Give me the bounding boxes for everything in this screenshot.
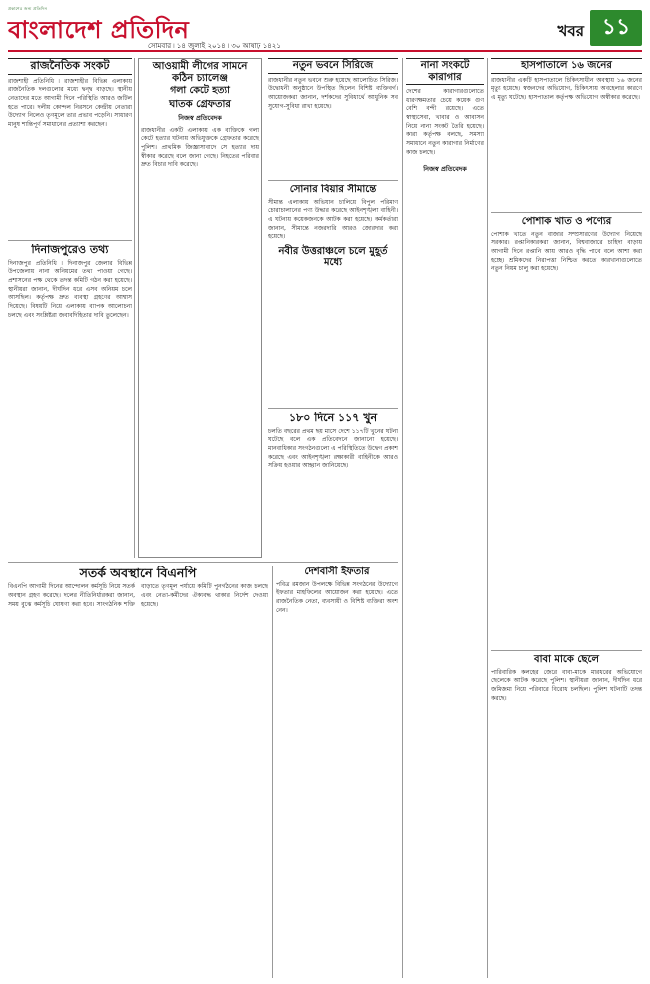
page-number-badge: ১১ bbox=[590, 10, 642, 46]
sub-headline: নবীর উত্তরাঞ্চলে চলে মুহূর্ত মধ্যে bbox=[278, 245, 388, 269]
headline: সতর্ক অবস্থানে বিএনপি bbox=[79, 566, 197, 580]
article-border bbox=[268, 184, 398, 404]
article-awamileague bbox=[138, 58, 262, 558]
article-rajshahi bbox=[8, 58, 132, 236]
subhead: ঘাতক গ্রেফতার bbox=[169, 99, 231, 110]
article-body: পোশাক খাতে নতুন বাজার সম্প্রসারণের উদ্যোগ নিয়েছে সরকার। রপ্তানিকারকরা জানান, বিশ্ববাজারে চাহিদা বাড়ায় আগামী দিনে রপ্তানি আয় আরও বৃদ্ধি পাবে বলে আশা করা হচ্ছে। শ্রমিকদের নিরাপত্তা নিশ্চিত করতে কারখানাগুলোতে নতুন নিয়ম চালু করা হয়েছে। bbox=[491, 230, 642, 273]
divider bbox=[8, 240, 132, 241]
article-jute bbox=[491, 216, 642, 646]
article-dinajpur bbox=[8, 244, 132, 544]
article-body: রাজধানীর একটি হাসপাতালে চিকিৎসাধীন অবস্থায় ১৬ জনের মৃত্যু হয়েছে। স্বজনদের অভিযোগ, চিকিৎসায় অবহেলার কারণে এ মৃত্যু ঘটেছে। হাসপাতাল কর্তৃপক্ষ অভিযোগ অস্বীকার করেছে। bbox=[491, 76, 642, 101]
footer-byline: নিজস্ব প্রতিবেদক bbox=[423, 164, 467, 173]
kicker: গলা কেটে হত্যা bbox=[170, 85, 230, 96]
divider bbox=[487, 58, 488, 978]
section-title: খবর bbox=[557, 22, 584, 40]
article-body: বিএনপি আগামী দিনের আন্দোলন কর্মসূচি নিয়ে সতর্ক অবস্থান গ্রহণ করেছে। দলের নীতিনির্ধারকরা জানান, সময় বুঝে কর্মসূচি ঘোষণা করা হবে। সাংগঠনিক শক্তি বাড়াতে তৃণমূল পর্যায়ে কমিটি পুনর্গঠনের কাজ চলছে এবং নেতা-কর্মীদের ঐক্যবদ্ধ থাকার নির্দেশ দেওয়া হয়েছে। bbox=[8, 583, 268, 608]
article-body: চলতি বছরের প্রথম ছয় মাসে দেশে ১১৭টি খুনের ঘটনা ঘটেছে বলে এক প্রতিবেদনে জানানো হয়েছে। মানবাধিকার সংগঠনগুলো এ পরিস্থিতিতে উদ্বেগ প্রকাশ করেছে এবং আইনশৃঙ্খলা রক্ষাকারী বাহিনীকে আরও সক্রিয় হওয়ার আহ্বান জানিয়েছে। bbox=[268, 427, 398, 470]
article-body: রাজশাহী প্রতিনিধি ৷ রাজশাহীর বিভিন্ন এলাকায় রাজনৈতিক দলগুলোর মধ্যে দ্বন্দ্ব বাড়ছে। স্থানীয় নেতাদের মতে আগামী দিনে পরিস্থিতি আরও জটিল হতে পারে। দলীয় কোন্দল নিরসনে কেন্দ্রীয় নেতারা উদ্যোগ নিলেও তৃণমূলে তার প্রভাব পড়েনি। সাধারণ মানুষ শান্তিপূর্ণ সমাধানের প্রত্যাশা করছেন। bbox=[8, 77, 132, 129]
newspaper-logo: বাংলাদেশ প্রতিদিন bbox=[8, 15, 190, 44]
article-body: রাজধানীর নতুন ভবনে শুরু হয়েছে আলোচিত সিরিজ। উদ্বোধনী অনুষ্ঠানে উপস্থিত ছিলেন বিশিষ্ট ব্যক্তিবর্গ। আয়োজকরা জানান, দর্শকদের সুবিধার্থে আধুনিক সব সুযোগ-সুবিধা রাখা হয়েছে। bbox=[268, 76, 398, 110]
headline: নানা সংকটে কারাগার bbox=[406, 58, 484, 85]
divider bbox=[402, 58, 403, 978]
headline: সোনার বিয়ার সীমান্তে bbox=[289, 184, 377, 195]
divider bbox=[268, 180, 398, 181]
headline: বাবা মাকে ছেলে bbox=[534, 654, 599, 665]
divider bbox=[8, 562, 398, 563]
divider bbox=[272, 566, 273, 978]
article-body: দিনাজপুর প্রতিনিধি ৷ দিনাজপুর জেলার বিভিন্ন উপজেলায় নানা অনিয়মের তথ্য পাওয়া গেছে। প্রশাসনের পক্ষ থেকে তদন্ত কমিটি গঠন করা হয়েছে। স্থানীয়রা জানান, দীর্ঘদিন ধরে এসব অনিয়ম চলে আসছিল। কর্তৃপক্ষ দ্রুত ব্যবস্থা গ্রহণের আশ্বাস দিয়েছে। বিষয়টি নিয়ে এলাকায় ব্যাপক আলোচনা চলছে এবং সংশ্লিষ্টরা জবাবদিহিতার দাবি তুলেছেন। bbox=[8, 259, 132, 319]
logo-tagline: প্রকাশের জন্য প্রতিদিন bbox=[8, 6, 48, 11]
divider bbox=[491, 650, 642, 651]
article-iftar bbox=[276, 566, 398, 978]
headline: আওয়ামী লীগের সামনে কঠিন চ্যালেঞ্জ bbox=[152, 61, 248, 84]
headline: ১৮০ দিনে ১১৭ খুন bbox=[288, 412, 378, 424]
divider bbox=[491, 212, 642, 213]
headline: দিনাজপুরেও তথ্য bbox=[31, 244, 109, 256]
divider bbox=[134, 58, 135, 558]
article-crime bbox=[268, 412, 398, 562]
dateline: সোমবার ৷ ১৪ জুলাই ২০১৪ ৷ ৩০ আষাঢ় ১৪২১ bbox=[148, 42, 281, 50]
headline: দেশবাসী ইফতার bbox=[304, 566, 370, 577]
article-bnp bbox=[8, 566, 268, 978]
divider bbox=[268, 408, 398, 409]
article-body: দেশের কারাগারগুলোতে ধারণক্ষমতার চেয়ে কয়েক গুণ বেশি বন্দী রয়েছে। এতে স্বাস্থ্যসেবা, খাবার ও আবাসন নিয়ে নানা সংকট তৈরি হয়েছে। কারা কর্তৃপক্ষ বলছে, সমস্যা সমাধানে নতুন কারাগার নির্মাণের কাজ চলছে। bbox=[406, 88, 484, 156]
article-karagar bbox=[406, 58, 484, 978]
article-new-cinema bbox=[268, 58, 398, 178]
article-hospital bbox=[491, 58, 642, 208]
headline: নতুন ভবনে সিরিজে bbox=[268, 58, 398, 74]
article-body: পবিত্র রমজান উপলক্ষে বিভিন্ন সংগঠনের উদ্যোগে ইফতার মাহফিলের আয়োজন করা হয়েছে। এতে রাজনৈতিক নেতা, ব্যবসায়ী ও বিশিষ্ট ব্যক্তিরা অংশ নেন। bbox=[276, 580, 398, 614]
headline: পোশাক খাত ও পণ্যের bbox=[521, 216, 612, 227]
article-body: সীমান্ত এলাকায় অভিযান চালিয়ে বিপুল পরিমাণ চোরাচালানের পণ্য উদ্ধার করেছে আইনশৃঙ্খলা বাহিনী। এ ঘটনায় কয়েকজনকে আটক করা হয়েছে। কর্মকর্তারা জানান, সীমান্তে নজরদারি আরও জোরদার করা হয়েছে। bbox=[268, 198, 398, 241]
masthead bbox=[8, 6, 642, 52]
headline: হাসপাতালে ১৬ জনের bbox=[491, 58, 642, 74]
byline: নিজস্ব প্রতিবেদক bbox=[178, 113, 222, 122]
article-body: রাজধানীর একটি এলাকায় এক ব্যক্তিকে গলা কেটে হত্যার ঘটনায় অভিযুক্তকে গ্রেফতার করেছে পুলিশ। প্রাথমিক জিজ্ঞাসাবাদে সে হত্যার দায় স্বীকার করেছে বলে জানা গেছে। নিহতের পরিবার দ্রুত বিচার দাবি করেছে। bbox=[141, 126, 259, 169]
article-family bbox=[491, 654, 642, 978]
article-body: পারিবারিক কলহের জেরে বাবা-মাকে মারধরের অভিযোগে ছেলেকে আটক করেছে পুলিশ। স্থানীয়রা জানান, দীর্ঘদিন ধরে জমিজমা নিয়ে পরিবারে বিরোধ চলছিল। পুলিশ ঘটনাটি তদন্ত করছে। bbox=[491, 668, 642, 702]
headline: রাজনৈতিক সংকট bbox=[8, 58, 132, 75]
